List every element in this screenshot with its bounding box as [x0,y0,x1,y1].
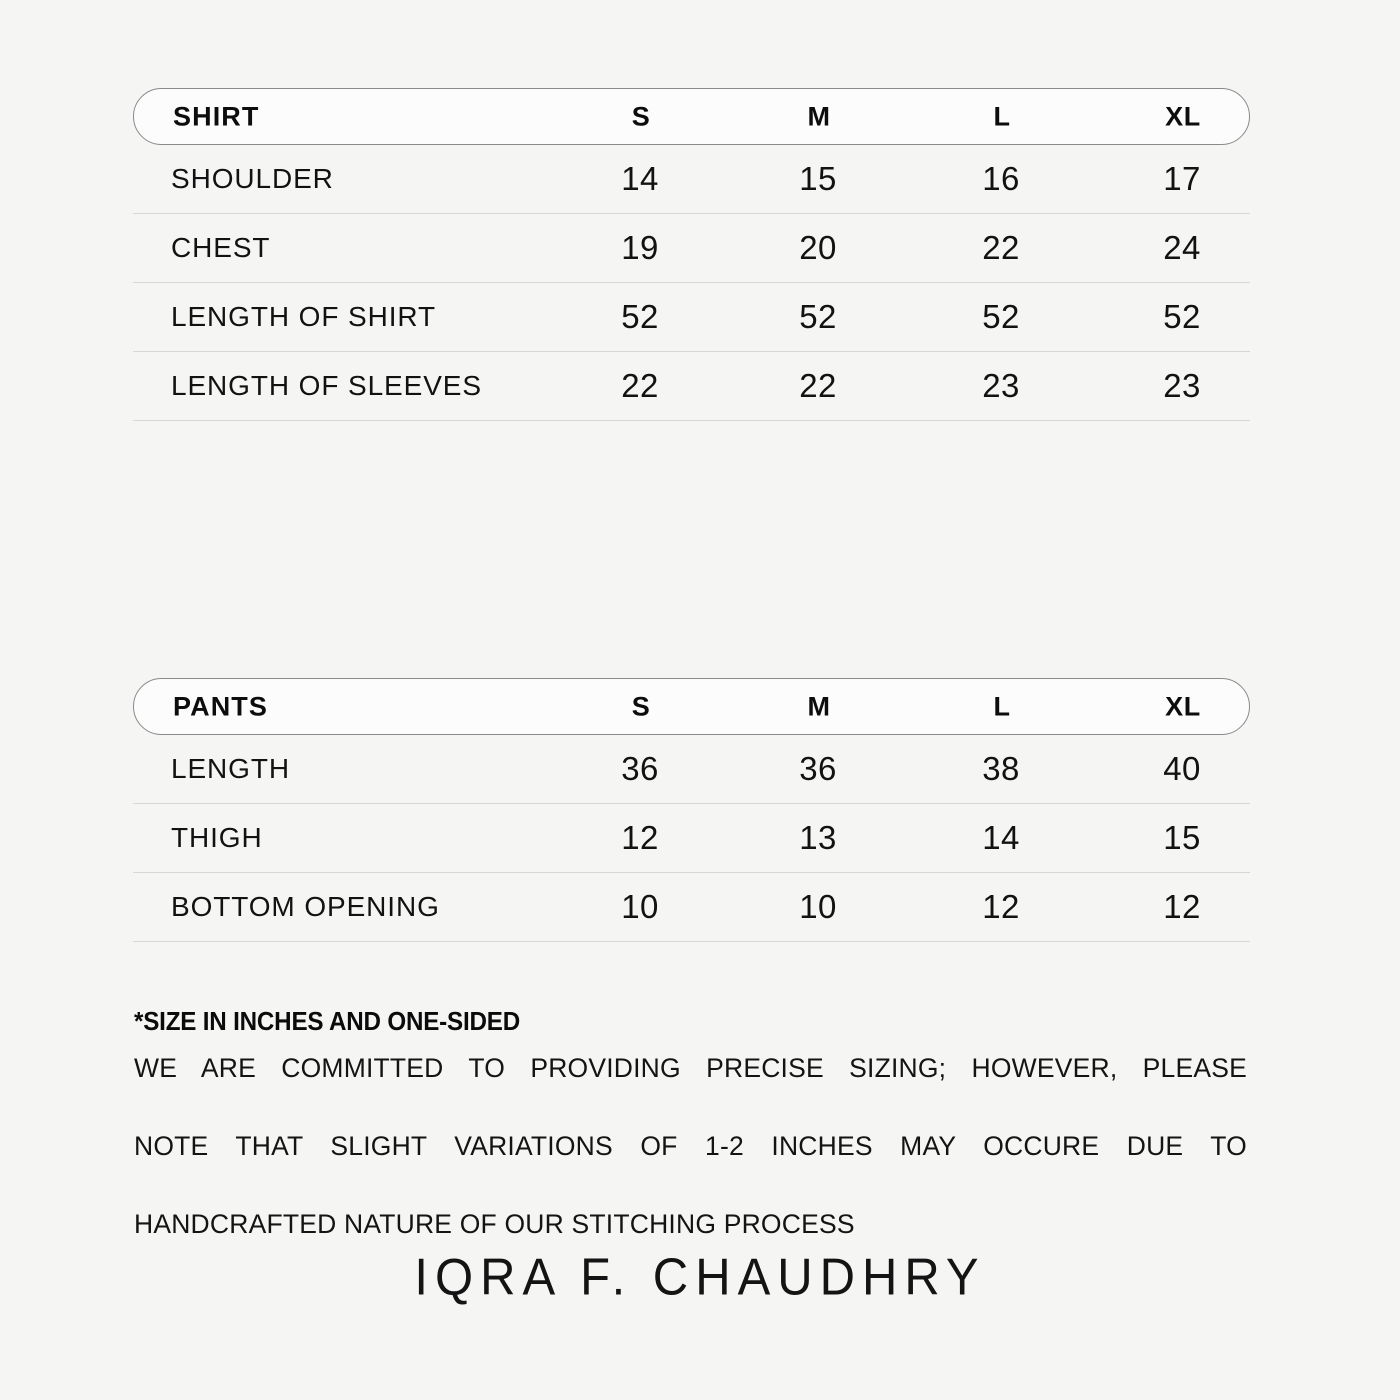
row-value-m: 13 [799,819,837,856]
row-value-l: 38 [982,750,1020,787]
row-value-xl: 23 [1163,367,1201,404]
row-value-m: 20 [799,229,837,266]
row-value-l: 16 [982,160,1020,197]
shirt-table-title: SHIRT [173,101,260,131]
pants-header-size-l: L [993,691,1011,721]
row-value-xl: 40 [1163,750,1201,787]
size-note-line-1: WE ARE COMMITTED TO PROVIDING PRECISE SIZING; HOWEVER, PLEASE [134,1053,1247,1083]
size-note-line-3: HANDCRAFTED NATURE OF OUR STITCHING PROCESS [134,1209,855,1239]
size-notes [134,1006,1249,1244]
row-value-s: 19 [621,229,659,266]
shirt-header-size-l: L [993,101,1011,131]
shirt-header-size-xl: XL [1165,101,1201,131]
table-row [133,873,1250,942]
row-value-s: 22 [621,367,659,404]
shirt-header-size-m: M [807,101,831,131]
pants-header-size-xl: XL [1165,691,1201,721]
row-label: LENGTH [171,753,290,784]
pants-header-size-s: S [631,691,651,721]
row-value-l: 14 [982,819,1020,856]
pants-table-title: PANTS [173,691,269,721]
row-value-m: 15 [799,160,837,197]
row-value-xl: 15 [1163,819,1201,856]
row-value-xl: 12 [1163,888,1201,925]
pants-header-size-m: M [807,691,831,721]
row-value-m: 52 [799,298,837,335]
size-note-heading: *SIZE IN INCHES AND ONE-SIDED [134,1006,521,1036]
row-value-xl: 52 [1163,298,1201,335]
row-value-l: 12 [982,888,1020,925]
size-note-line-2: NOTE THAT SLIGHT VARIATIONS OF 1-2 INCHES MAY OCCURE DUE TO [134,1131,1247,1161]
shirt-table-body [133,145,1250,421]
row-value-s: 10 [621,888,659,925]
pants-table-header-pill [133,678,1250,735]
row-value-xl: 24 [1163,229,1201,266]
table-row [133,283,1250,352]
row-value-xl: 17 [1163,160,1201,197]
table-row [133,145,1250,214]
row-value-s: 12 [621,819,659,856]
row-label: THIGH [171,822,263,853]
row-value-m: 10 [799,888,837,925]
pants-size-table [133,678,1250,942]
shirt-header-size-s: S [631,101,651,131]
row-label: LENGTH OF SHIRT [171,301,437,332]
row-value-l: 52 [982,298,1020,335]
row-value-s: 36 [621,750,659,787]
row-label: SHOULDER [171,163,334,194]
brand-logo: IQRA F. CHAUDHRY [414,1249,986,1307]
row-value-s: 52 [621,298,659,335]
row-value-m: 22 [799,367,837,404]
row-label: CHEST [171,232,271,263]
shirt-table-header-pill [133,88,1250,145]
table-row [133,804,1250,873]
row-value-m: 36 [799,750,837,787]
row-label: LENGTH OF SLEEVES [171,370,482,401]
table-row [133,214,1250,283]
table-row [133,352,1250,421]
pants-table-body [133,735,1250,942]
shirt-size-table [133,88,1250,421]
row-value-s: 14 [621,160,659,197]
row-label: BOTTOM OPENING [171,891,440,922]
row-value-l: 23 [982,367,1020,404]
table-row [133,735,1250,804]
size-note-paragraph [134,1049,1247,1244]
row-value-l: 22 [982,229,1020,266]
